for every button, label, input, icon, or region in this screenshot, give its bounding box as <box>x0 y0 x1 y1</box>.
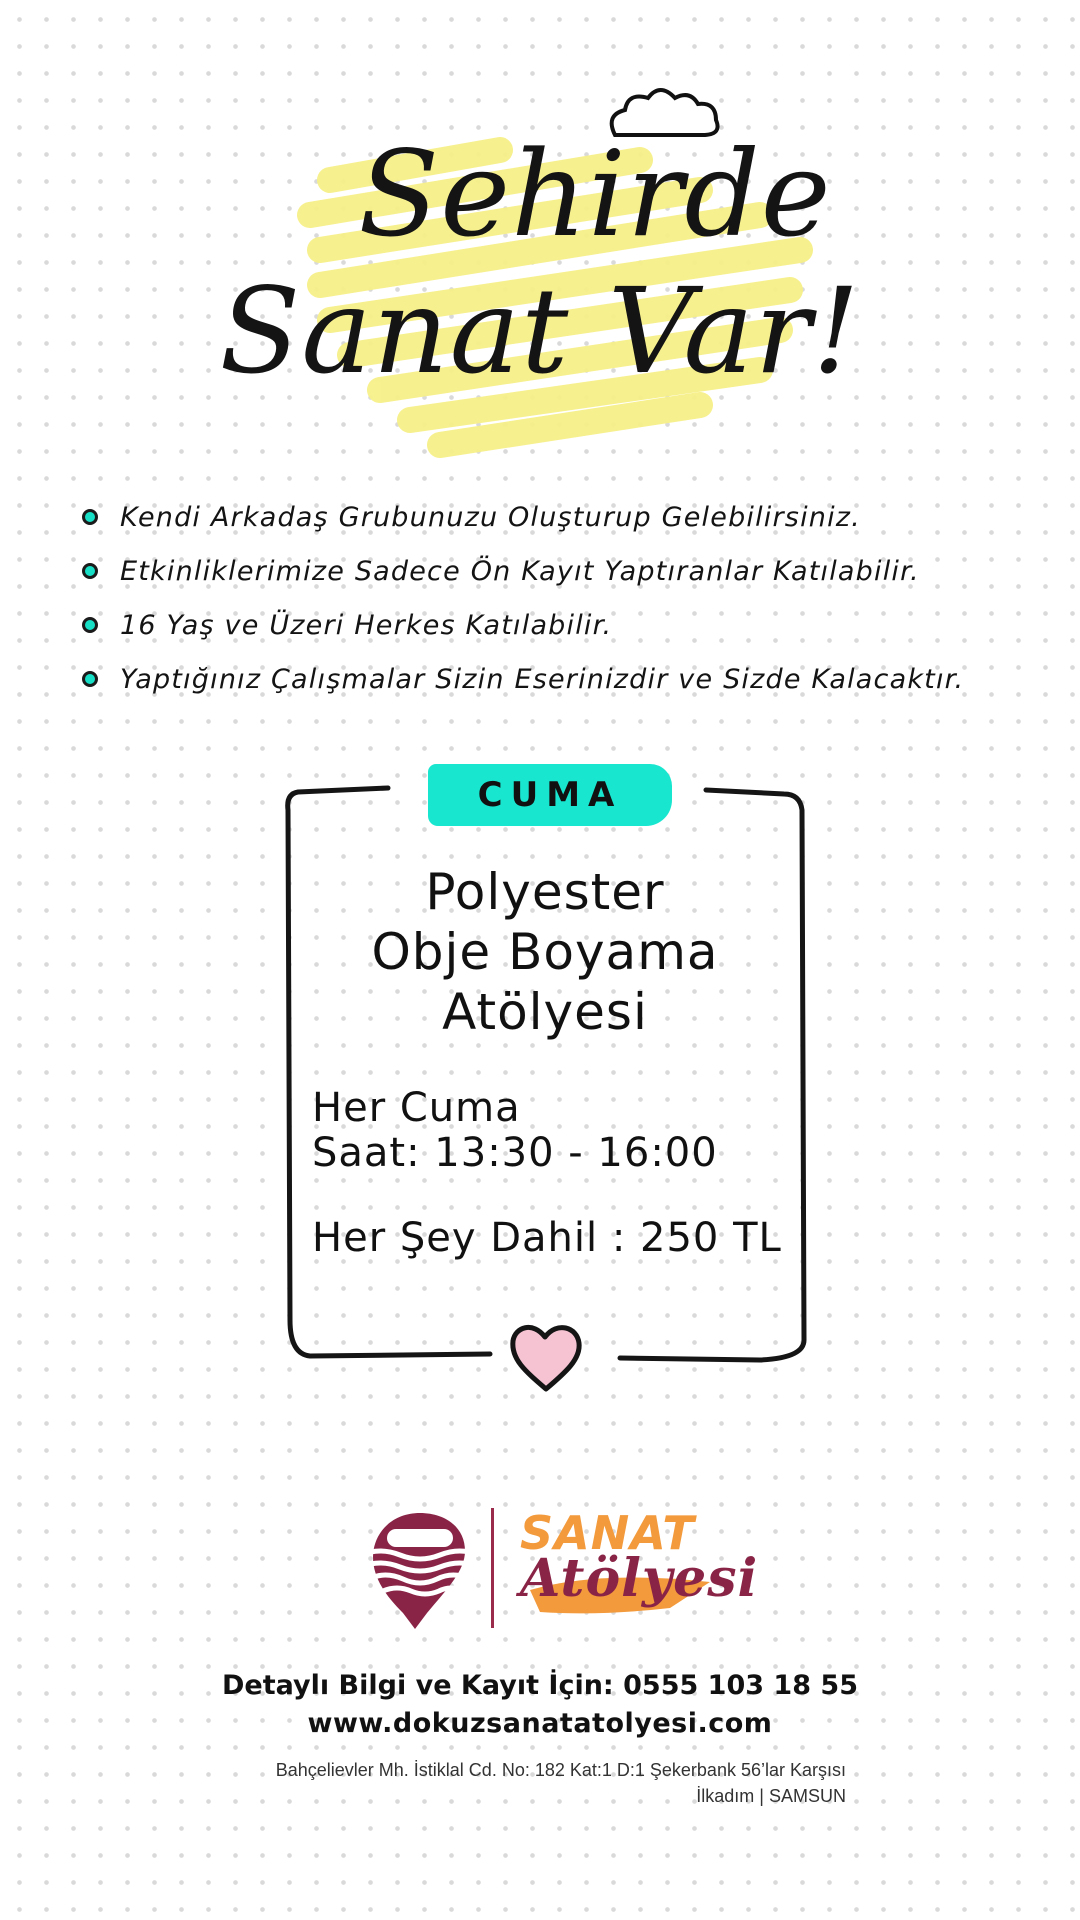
list-item <box>82 544 1042 598</box>
workshop-title-text: Polyester Obje Boyama Atölyesi <box>371 863 719 1041</box>
workshop-title <box>290 862 800 1042</box>
bullet-dot-icon <box>82 563 98 579</box>
price-text: Her Şey Dahil : 250 TL <box>312 1215 782 1261</box>
rule-text: Etkinliklerimize Sadece Ön Kayıt Yaptıranlar Katılabilir. <box>120 555 920 587</box>
address-line-1: Bahçelievler Mh. İstiklal Cd. No: 182 Kat:1 D:1 Şekerbank 56’lar Karşısı <box>275 1760 846 1780</box>
logo-divider <box>491 1508 494 1628</box>
rule-text: Kendi Arkadaş Grubunuzu Oluşturup Gelebilirsiniz. <box>120 501 861 533</box>
dokuz-logo-icon <box>355 1505 485 1635</box>
heart-icon <box>505 1315 587 1397</box>
rule-text: 16 Yaş ve Üzeri Herkes Katılabilir. <box>120 609 613 641</box>
bullet-dot-icon <box>82 671 98 687</box>
list-item <box>82 598 1042 652</box>
website-link[interactable]: www.dokuzsanatatolyesi.com <box>307 1708 773 1739</box>
page-title-line-2: Sanat Var! <box>219 262 861 400</box>
bullet-dot-icon <box>82 509 98 525</box>
day-badge: CUMA <box>428 764 672 826</box>
schedule-time: Saat: 13:30 - 16:00 <box>312 1130 718 1176</box>
schedule-day: Her Cuma <box>312 1085 521 1131</box>
rules-list <box>82 490 1042 706</box>
rule-text: Yaptığınız Çalışmalar Sizin Eserinizdir ve Sizde Kalacaktır. <box>120 663 965 695</box>
brand-word-atolyesi: Atölyesi <box>520 1548 759 1609</box>
address-line-2: İlkadım | SAMSUN <box>696 1786 846 1806</box>
contact-info: Detaylı Bilgi ve Kayıt İçin: 0555 103 18 55 <box>222 1670 858 1701</box>
workshop-card-frame <box>280 760 820 1380</box>
list-item <box>82 490 1042 544</box>
page-title-line-1: Sehirde <box>358 125 832 263</box>
bullet-dot-icon <box>82 617 98 633</box>
brand-word-sanat: SANAT <box>520 1506 695 1560</box>
list-item <box>82 652 1042 706</box>
